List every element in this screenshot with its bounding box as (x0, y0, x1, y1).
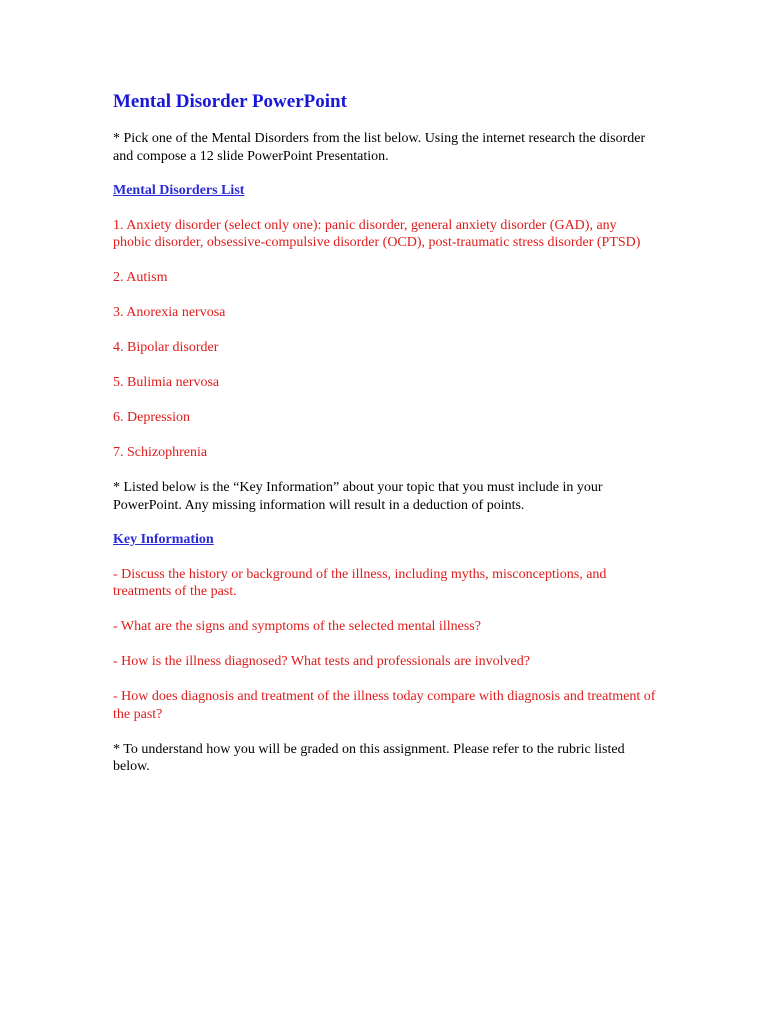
list-item: - What are the signs and symptoms of the selected mental illness? (113, 619, 481, 634)
list-item: - How is the illness diagnosed? What tests and professionals are involved? (113, 654, 530, 669)
list-item: 1. Anxiety disorder (select only one): panic disorder, general anxiety disorder (GAD), any phobic disorder, obsessive-compulsive disorder (OCD), post-traumatic stress disorder (PTSD) (113, 217, 641, 250)
list-item: - Discuss the history or background of the illness, including myths, misconceptions, and treatments of the past. (113, 566, 607, 599)
list-item: 4. Bipolar disorder (113, 340, 219, 355)
list-item: 2. Autism (113, 270, 168, 285)
key-information-list (113, 566, 658, 724)
grading-note-paragraph: * To understand how you will be graded on this assignment. Please refer to the rubric listed below. (113, 741, 625, 774)
document-page (113, 90, 658, 793)
intro-paragraph: * Pick one of the Mental Disorders from the list below. Using the internet research the disorder and compose a 12 slide PowerPoint Presentation. (113, 131, 646, 164)
mental-disorders-list-heading[interactable]: Mental Disorders List (113, 183, 245, 198)
list-item: 3. Anorexia nervosa (113, 305, 226, 320)
key-information-heading[interactable]: Key Information (113, 532, 214, 547)
list-item: - How does diagnosis and treatment of the illness today compare with diagnosis and treatment of the past? (113, 689, 656, 722)
mental-disorders-list (113, 217, 658, 462)
list-item: 5. Bulimia nervosa (113, 375, 220, 390)
list-item: 6. Depression (113, 410, 190, 425)
document-title: Mental Disorder PowerPoint (113, 91, 347, 112)
key-info-intro-paragraph: * Listed below is the “Key Information” about your topic that you must include in your PowerPoint. Any missing information will result in a deduction of points. (113, 480, 603, 513)
list-item: 7. Schizophrenia (113, 445, 208, 460)
